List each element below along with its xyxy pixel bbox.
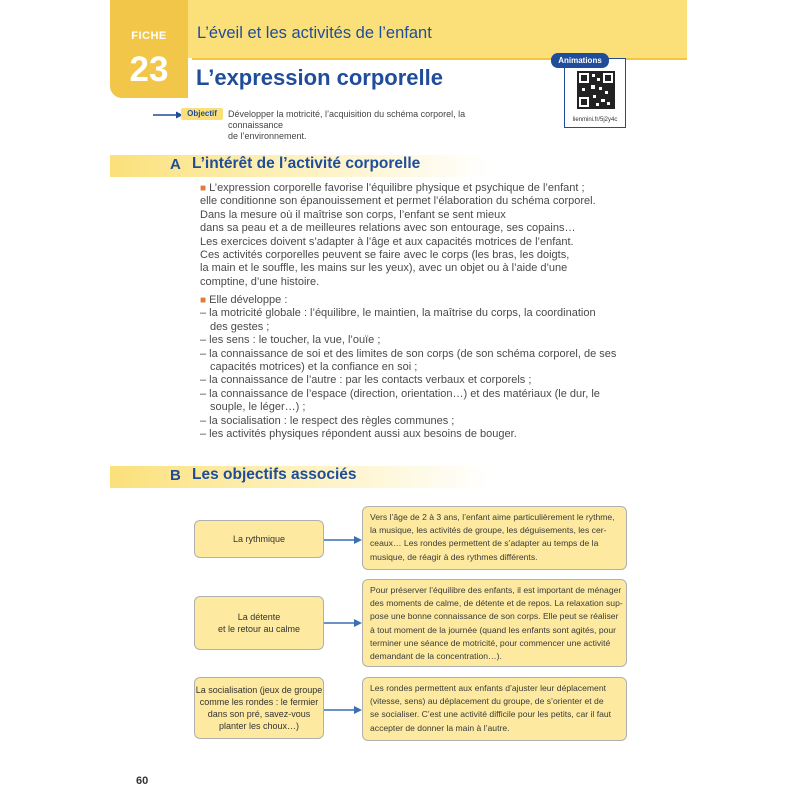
list-item: – les activités physiques répondent aussi aux besoins de bouger. xyxy=(200,427,517,440)
text-line: L’expression corporelle favorise l’équilibre physique et psychique de l’enfant ; xyxy=(209,182,585,194)
list-item: – la connaissance de soi et des limites de son corps (de son schéma corporel, de ses xyxy=(200,347,617,360)
page-title: L’expression corporelle xyxy=(196,65,443,90)
list-item: – les sens : le toucher, la vue, l’ouïe ; xyxy=(200,334,381,347)
list-item-continuation: des gestes ; xyxy=(210,320,270,333)
description-box-detente xyxy=(362,579,627,667)
objective-box-label: dans son pré, savez-vous xyxy=(207,709,311,719)
description-line: pose une bonne connaissance de son corps. Elle peut se réaliser xyxy=(370,611,619,622)
section-a-title: L’intérêt de l’activité corporelle xyxy=(192,155,421,172)
description-line: (vitesse, sens) au déplacement du groupe, de s’orienter et de xyxy=(370,696,604,707)
text-line: elle conditionne son épanouissement et permet l’élaboration du schéma corporel. xyxy=(200,195,596,208)
description-line: à tout moment de la journée (quand les enfants sont agités, pour xyxy=(370,624,617,635)
objective-line: Développer la motricité, l’acquisition du schéma corporel, la connaissance xyxy=(228,109,466,130)
list-item-continuation: souple, le léger…) ; xyxy=(210,401,306,414)
animations-url[interactable]: lienmini.fr/5j2y4c xyxy=(572,117,618,123)
objective-box-label: La rythmique xyxy=(232,534,286,544)
list-item-continuation: capacités motrices) et la confiance en soi ; xyxy=(210,360,418,373)
qr-code-icon[interactable] xyxy=(576,70,616,110)
objective-box-label: planter les choux…) xyxy=(218,721,300,731)
objective-box-rythmique xyxy=(194,520,324,558)
objective-box-socialisation xyxy=(194,677,324,739)
description-line: Vers l’âge de 2 à 3 ans, l’enfant aime particulièrement le rythme, xyxy=(370,512,615,522)
arrow-right-icon xyxy=(324,705,362,715)
description-line: des moments de calme, de détente et de repos. La relaxation sup- xyxy=(370,598,623,609)
description-line: Les rondes permettent aux enfants d’ajuster leur déplacement xyxy=(370,683,606,693)
section-a-letter: A xyxy=(170,156,181,173)
objective-box-label: et le retour au calme xyxy=(217,624,301,634)
description-line: demandant de la concentration…). xyxy=(370,651,502,662)
list-item: – la connaissance de l’espace (direction, orientation…) et des matériaux (le dur, le xyxy=(200,387,600,400)
description-line: se socialiser. C’est une activité difficile pour les petits, car il faut xyxy=(370,709,612,720)
text-line: dans sa peau et a de meilleures relations avec son entourage, ses copains… xyxy=(200,222,576,235)
section-b-letter: B xyxy=(170,467,181,484)
objective-box-label: La socialisation (jeux de groupe xyxy=(195,685,323,695)
objective-badge: Objectif xyxy=(181,108,223,120)
list-item: – la connaissance de l’autre : par les contacts verbaux et corporels ; xyxy=(200,374,532,387)
text-line: Dans la mesure où il maîtrise son corps, l’enfant se sent mieux xyxy=(200,208,506,221)
fiche-number: 23 xyxy=(129,50,169,89)
description-line: musique, de réagir à des rythmes différents. xyxy=(370,551,538,562)
arrow-right-icon xyxy=(324,535,362,545)
bullet-square-icon: ■ xyxy=(200,295,207,306)
fiche-badge xyxy=(110,0,188,98)
fiche-label: FICHE xyxy=(131,30,167,42)
description-line: Pour préserver l’équilibre des enfants, il est important de ménager xyxy=(370,585,622,595)
text-line: Les exercices doivent s’adapter à l’âge et aux capacités motrices de l’enfant. xyxy=(200,235,574,248)
section-a-paragraph-1 xyxy=(200,182,625,289)
objective-arrow-icon xyxy=(153,110,183,120)
bullet-square-icon: ■ xyxy=(200,183,207,194)
animations-badge: Animations xyxy=(551,53,609,68)
description-line: terminer une séance de motricité, pour commencer une activité xyxy=(370,637,611,648)
text-line: comptine, d’une histoire. xyxy=(200,275,320,288)
section-a-paragraph-2 xyxy=(200,294,625,441)
section-b-title: Les objectifs associés xyxy=(192,466,357,483)
text-line: la main et le souffle, les mains sur les yeux), avec un objet ou à l’aide d’une xyxy=(200,262,568,275)
description-line: ceaux… Les rondes permettent de s’adapter au temps de la xyxy=(370,538,599,549)
text-line: Ces activités corporelles peuvent se faire avec le corps (les bras, les doigts, xyxy=(200,248,570,261)
description-box-socialisation xyxy=(362,677,627,741)
description-line: accepter de donner la main à l’autre. xyxy=(370,722,510,733)
list-item: – la motricité globale : l’équilibre, le maintien, la maîtrise du corps, la coordination xyxy=(200,307,596,320)
objective-box-detente xyxy=(194,596,324,650)
arrow-right-icon xyxy=(324,618,362,628)
objective-box-label: comme les rondes : le fermier xyxy=(199,697,319,707)
objective-text xyxy=(228,109,518,142)
objective-box-label: La détente xyxy=(237,612,281,622)
text-line: Elle développe : xyxy=(209,294,288,306)
page-number: 60 xyxy=(136,775,149,787)
chapter-title: L’éveil et les activités de l’enfant xyxy=(197,24,432,42)
description-box-rythmique xyxy=(362,506,627,570)
objective-line: de l’environnement. xyxy=(228,131,307,141)
description-line: la musique, les activités de groupe, les déguisements, les cer- xyxy=(370,525,607,536)
list-item: – la socialisation : le respect des règles communes ; xyxy=(200,414,455,427)
